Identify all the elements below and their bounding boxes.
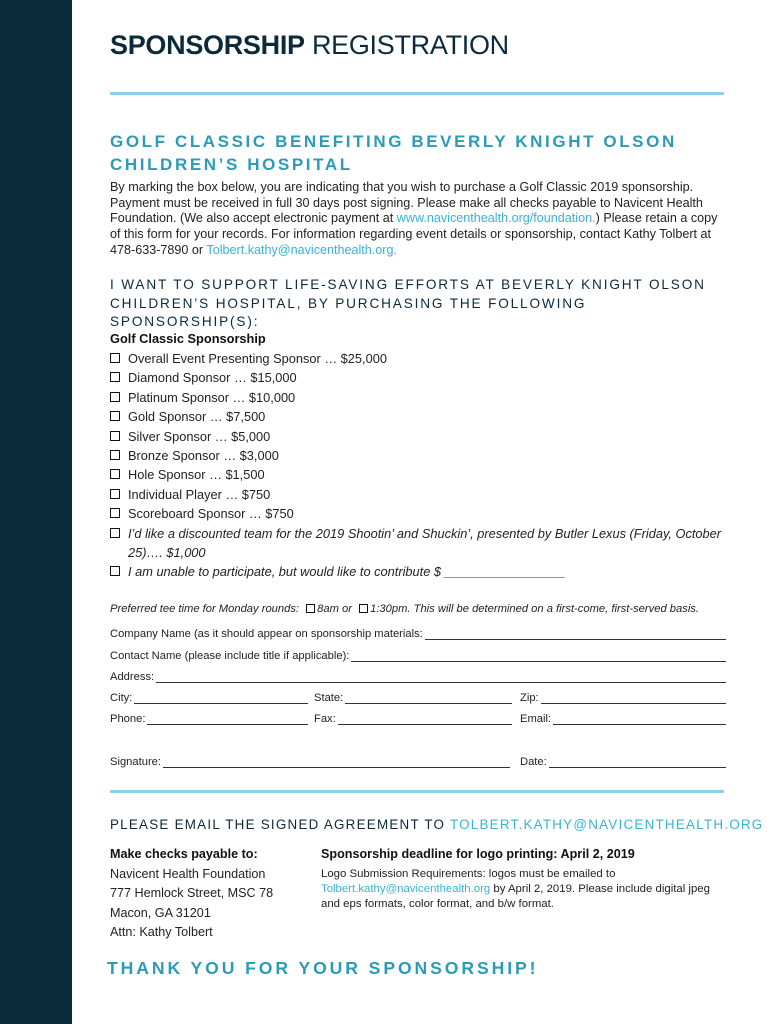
- checkbox-tee-130pm[interactable]: [359, 604, 368, 613]
- option-label: Individual Player … $750: [128, 486, 271, 502]
- option-label: Hole Sponsor … $1,500: [128, 467, 265, 483]
- option-label: I’d like a discounted team for the 2019 Shootin’ and Shuckin’, presented by Butler Lexus (Friday, October 25)…. $1,000: [128, 525, 722, 561]
- contact-field[interactable]: [110, 650, 726, 662]
- deadline-text-2: by April 2, 2019. Please include digital jpeg and eps formats, color format, and b/w format.: [321, 883, 710, 911]
- checks-line: Macon, GA 31201: [110, 905, 211, 920]
- fax-line[interactable]: [338, 714, 512, 725]
- checkbox-tee-8am[interactable]: [306, 604, 315, 613]
- option-individual: [110, 485, 726, 504]
- option-gold: [110, 407, 726, 426]
- state-line[interactable]: [345, 693, 512, 704]
- email-label: Email:: [520, 713, 552, 725]
- signature-field[interactable]: [110, 756, 510, 768]
- fax-field[interactable]: [314, 713, 512, 725]
- contact-line[interactable]: [351, 651, 726, 662]
- option-contribute: [110, 562, 726, 581]
- option-silver: [110, 427, 726, 446]
- logo-deadline-block: [321, 845, 726, 913]
- tee-time-label: Preferred tee time for Monday rounds:: [110, 603, 300, 615]
- tee-time-row: [110, 603, 726, 615]
- intro-text-2: ) Please retain a copy of this form for your records. For information regarding event details or sponsorship, contact Kathy Tolbert at 478-633-7890 or: [110, 211, 718, 257]
- city-line[interactable]: [134, 693, 308, 704]
- option-label: Platinum Sponsor … $10,000: [128, 389, 296, 405]
- checkbox-individual[interactable]: [110, 489, 120, 499]
- signature-line[interactable]: [163, 757, 510, 768]
- date-label: Date:: [520, 756, 547, 768]
- title-bold: SPONSORSHIP: [110, 30, 305, 60]
- option-label: Gold Sponsor … $7,500: [128, 409, 266, 425]
- checkbox-presenting[interactable]: [110, 353, 120, 363]
- contact-row: [110, 646, 726, 662]
- agreement-email-link[interactable]: TOLBERT.KATHY@NAVICENTHEALTH.ORG: [449, 817, 764, 832]
- contact-label: Contact Name (please include title if applicable):: [110, 650, 350, 662]
- option-platinum: [110, 388, 726, 407]
- zip-label: Zip:: [520, 692, 539, 704]
- side-bar-decoration: [0, 0, 72, 1024]
- address-label: Address:: [110, 671, 155, 683]
- tee-8am-label: 8am or: [317, 603, 352, 615]
- deadline-text-1: Logo Submission Requirements: logos must be emailed to: [321, 867, 616, 880]
- logo-email-link[interactable]: Tolbert.kathy@navicenthealth.org: [321, 883, 491, 895]
- email-instruction: [110, 817, 764, 832]
- option-scoreboard: [110, 504, 726, 523]
- deadline-heading: Sponsorship deadline for logo printing: April 2, 2019: [321, 847, 635, 861]
- checkbox-hole[interactable]: [110, 469, 120, 479]
- checkbox-platinum[interactable]: [110, 392, 120, 402]
- zip-field[interactable]: [520, 692, 726, 704]
- company-field[interactable]: [110, 628, 726, 640]
- option-label: I am unable to participate, but would like to contribute $ _________________: [128, 564, 566, 580]
- checks-line: Navicent Health Foundation: [110, 866, 266, 881]
- deadline-text: [321, 867, 726, 913]
- foundation-link[interactable]: www.navicenthealth.org/foundation.: [396, 211, 596, 226]
- option-discounted-team: [110, 524, 726, 563]
- phone-line[interactable]: [147, 714, 308, 725]
- support-heading: I WANT TO SUPPORT LIFE-SAVING EFFORTS AT BEVERLY KNIGHT OLSON CHILDREN’S HOSPITAL, BY PURCHASING THE FOLLOWING SPONSORSHIP(S):: [110, 277, 706, 329]
- signature-label: Signature:: [110, 756, 161, 768]
- option-label: Diamond Sponsor … $15,000: [128, 370, 297, 386]
- address-field[interactable]: [110, 671, 726, 683]
- phone-label: Phone:: [110, 713, 146, 725]
- option-diamond: [110, 368, 726, 387]
- city-state-zip-row: [110, 688, 726, 704]
- company-line[interactable]: [425, 629, 726, 640]
- checkbox-silver[interactable]: [110, 431, 120, 441]
- option-bronze: [110, 446, 726, 465]
- company-row: [110, 624, 726, 640]
- page-title: [110, 30, 509, 61]
- tee-130pm-label: 1:30pm. This will be determined on a first-come, first-served basis.: [370, 603, 700, 615]
- sponsorship-options: [110, 349, 726, 582]
- option-hole: [110, 465, 726, 484]
- date-field[interactable]: [520, 756, 726, 768]
- checks-line: 777 Hemlock Street, MSC 78: [110, 886, 274, 901]
- checkbox-bronze[interactable]: [110, 450, 120, 460]
- option-label: Silver Sponsor … $5,000: [128, 428, 271, 444]
- option-label: Scoreboard Sponsor … $750: [128, 506, 294, 522]
- checks-line: Attn: Kathy Tolbert: [110, 925, 213, 940]
- sponsorship-title: Golf Classic Sponsorship: [110, 331, 266, 346]
- signature-date-row: [110, 752, 726, 768]
- checkbox-scoreboard[interactable]: [110, 508, 120, 518]
- date-line[interactable]: [549, 757, 726, 768]
- contact-email-link[interactable]: Tolbert.kathy@navicenthealth.org.: [206, 242, 398, 257]
- state-label: State:: [314, 692, 344, 704]
- phone-fax-email-row: [110, 709, 726, 725]
- intro-text-1: By marking the box below, you are indicating that you wish to purchase a Golf Classic 2019 sponsorship. Payment must be received in full 30 days post signing. Please make all checks payable to Navicent Health Foundation. (We also accept electronic payment at: [110, 180, 703, 226]
- checkbox-gold[interactable]: [110, 411, 120, 421]
- golf-classic-heading: GOLF CLASSIC BENEFITING BEVERLY KNIGHT OLSON CHILDREN’S HOSPITAL: [110, 132, 677, 174]
- checks-heading: Make checks payable to:: [110, 847, 258, 861]
- zip-line[interactable]: [541, 693, 726, 704]
- address-row: [110, 667, 726, 683]
- option-label: Overall Event Presenting Sponsor … $25,000: [128, 351, 387, 366]
- option-label: Bronze Sponsor … $3,000: [128, 448, 279, 464]
- fax-label: Fax:: [314, 713, 336, 725]
- checkbox-diamond[interactable]: [110, 372, 120, 382]
- email-field[interactable]: [520, 713, 726, 725]
- company-label: Company Name (as it should appear on sponsorship materials:: [110, 628, 423, 640]
- option-presenting: [110, 349, 726, 368]
- divider-bottom: [110, 790, 724, 793]
- title-rest: REGISTRATION: [311, 30, 509, 60]
- checks-payable-block: [110, 845, 310, 943]
- state-field[interactable]: [314, 692, 512, 704]
- email-instruction-text: PLEASE EMAIL THE SIGNED AGREEMENT TO: [110, 817, 450, 832]
- checkbox-contribute[interactable]: [110, 566, 120, 576]
- email-line[interactable]: [553, 714, 726, 725]
- city-label: City:: [110, 692, 133, 704]
- thank-you-message: THANK YOU FOR YOUR SPONSORSHIP!: [107, 958, 539, 978]
- checkbox-discounted-team[interactable]: [110, 528, 120, 538]
- phone-field[interactable]: [110, 713, 308, 725]
- divider-top: [110, 92, 724, 95]
- city-field[interactable]: [110, 692, 308, 704]
- intro-paragraph: [110, 180, 726, 259]
- address-line[interactable]: [156, 672, 726, 683]
